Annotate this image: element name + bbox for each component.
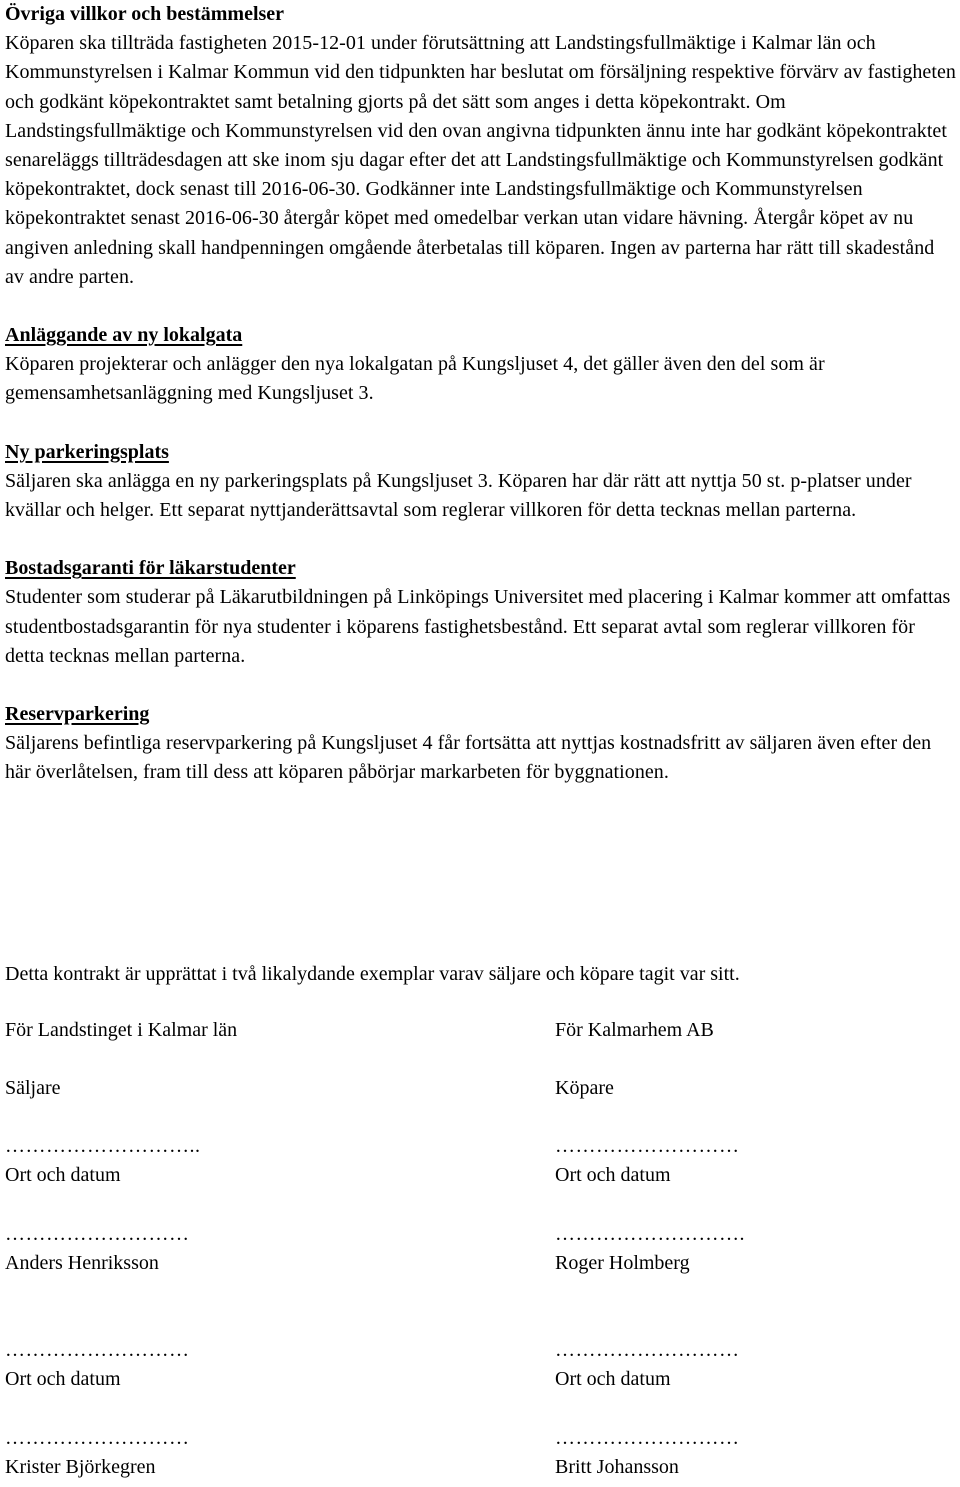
section-paragraph: Studenter som studerar på Läkarutbildningen på Linköpings Universitet med placering i Kalmar kommer att omfattas studentbostadsgarantin för nya studenter i köparens fastighetsbestånd. Ett separat avtal som reglerar villkoren för detta tecknas mellan parterna. (5, 586, 951, 667)
signature-place-date-label: Ort och datum (5, 1164, 121, 1186)
signatory-name: Roger Holmberg (555, 1252, 690, 1274)
section-heading: Anläggande av ny lokalgata (5, 324, 243, 347)
section-paragraph: Köparen ska tillträda fastigheten 2015-12-01 under förutsättning att Landstingsfullmäktige i Kalmar län och Kommunstyrelsen i Kalmar Kommun vid den tidpunkten har beslutat om försäljning respektive förvärv av fastigheten och godkänt köpekontraktet samt betalning gjorts på det sätt som anges i detta köpekontrakt. Om Landstingsfullmäktige och Kommunstyrelsen vid den ovan angivna tidpunkten ännu inte har godkänt köpekontraktet senareläggs tillträdesdagen att ske inom sju dagar efter det att Landstingsfullmäktige och Kommunstyrelsen godkänt köpekontraktet, dock senast till 2016-06-30. Godkänner inte Landstingsfullmäktige och Kommunstyrelsen köpekontraktet senast 2016-06-30 återgår köpet med omedelbar verkan utan vidare hävning. Återgår köpet av nu angiven anledning skall handpenningen omgående återbetalas till köparen. Ingen av parterna har rätt till skadestånd av andre parten. (5, 32, 956, 288)
closing-statement: Detta kontrakt är upprättat i två likalydande exemplar varav säljare och köpare tagit var sitt. (5, 963, 740, 985)
section-paragraph: Säljarens befintliga reservparkering på Kungsljuset 4 får fortsätta att nyttjas kostnadsfritt av säljaren även efter den här överlåtelsen, fram till dess att köparen påbörjar markarbeten för byggnationen. (5, 732, 932, 784)
signatory-name: Anders Henriksson (5, 1252, 159, 1274)
signature-dotted-line: ……………………… (555, 1427, 740, 1449)
signatory-name: Krister Björkegren (5, 1456, 156, 1478)
section-lokalgata (5, 321, 957, 409)
signature-organization: För Kalmarhem AB (555, 1019, 714, 1041)
section-reservparkering (5, 700, 957, 788)
signature-organization: För Landstinget i Kalmar län (5, 1019, 238, 1041)
section-heading: Reservparkering (5, 703, 150, 726)
signature-dotted-line: ……………………… (5, 1427, 190, 1449)
section-parkeringsplats (5, 438, 957, 526)
signature-dotted-line: ……………………… (5, 1223, 190, 1245)
section-heading: Övriga villkor och bestämmelser (5, 3, 285, 25)
spacer (5, 409, 957, 438)
signature-role: Köpare (555, 1077, 614, 1099)
section-bostadsgaranti (5, 554, 957, 671)
signatory-name: Britt Johansson (555, 1456, 679, 1478)
signature-dotted-line: ……………………… (555, 1339, 740, 1361)
signature-dotted-line: ……………………….. (5, 1135, 201, 1157)
signature-place-date-label: Ort och datum (555, 1368, 671, 1390)
spacer (5, 292, 957, 321)
spacer (5, 671, 957, 700)
signature-role: Säljare (5, 1077, 61, 1099)
signature-dotted-line: ………………………. (555, 1223, 745, 1245)
signature-place-date-label: Ort och datum (5, 1368, 121, 1390)
document-body (5, 0, 957, 788)
section-heading: Bostadsgaranti för läkarstudenter (5, 557, 296, 580)
section-paragraph: Köparen projekterar och anlägger den nya lokalgatan på Kungsljuset 4, det gäller även den del som är gemensamhetsanläggning med Kungsljuset 3. (5, 353, 825, 405)
section-ovriga-villkor (5, 0, 957, 292)
signature-dotted-line: ……………………… (555, 1135, 740, 1157)
section-heading: Ny parkeringsplats (5, 440, 169, 463)
section-paragraph: Säljaren ska anlägga en ny parkeringsplats på Kungsljuset 3. Köparen har där rätt att nyttja 50 st. p-platser under kvällar och helger. Ett separat nyttjanderättsavtal som reglerar villkoren för detta tecknas mellan parterna. (5, 469, 912, 522)
signature-place-date-label: Ort och datum (555, 1164, 671, 1186)
spacer (5, 525, 957, 554)
signature-dotted-line: ……………………… (5, 1339, 190, 1361)
